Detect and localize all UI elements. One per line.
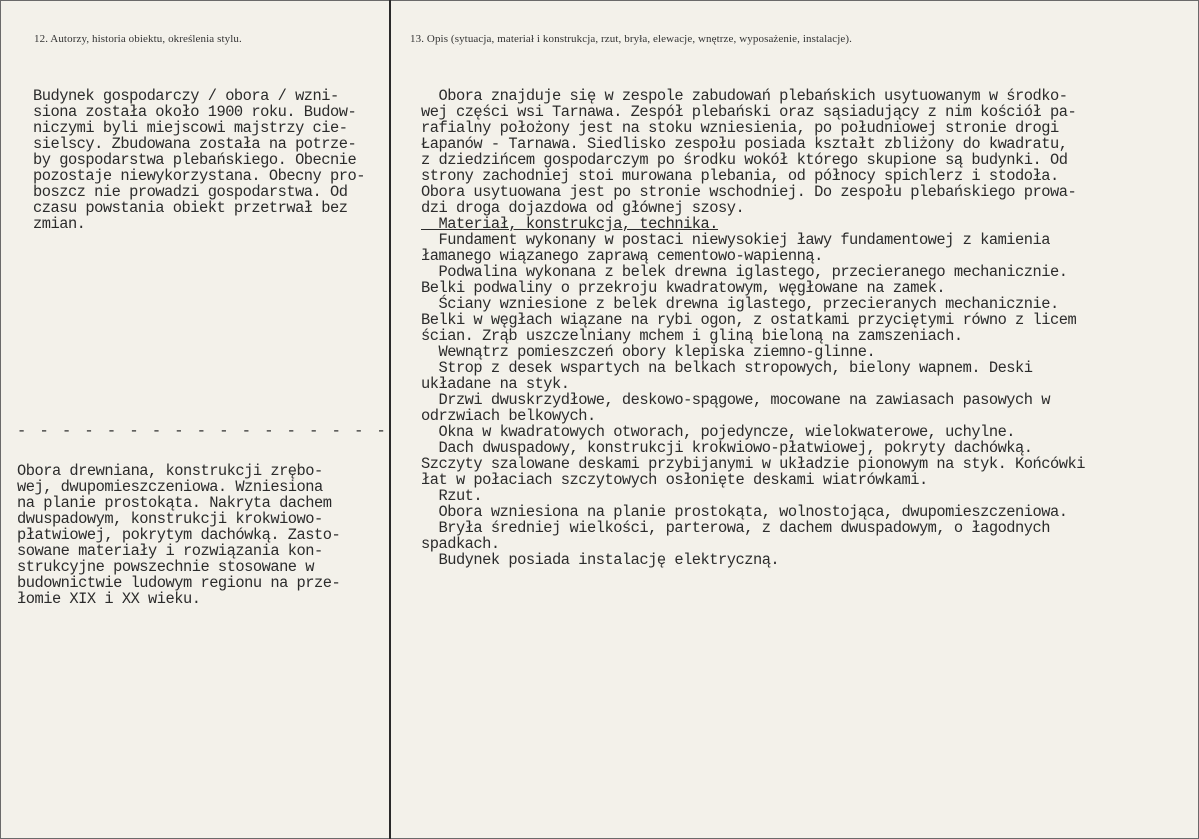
text-line: Budynek gospodarczy / obora / wzni- [33,87,339,105]
text-line: Okna w kwadratowych otworach, pojedyncze, wielokwaterowe, uchylne. [421,423,1016,441]
text-line: by gospodarstwa plebańskiego. Obecnie [33,151,357,169]
text-line: rafialny położony jest na stoku wzniesienia, po południowej stronie drogi [421,119,1059,137]
text-line: Belki podwaliny o przekroju kwadratowym, węgłowane na zamek. [421,279,946,297]
text-line: wej części wsi Tarnawa. Zespół plebański oraz sąsiadujący z nim kościół pa- [421,103,1077,121]
text-line: Szczyty szalowane deskami przybijanymi w układzie pionowym na styk. Końcówki [421,455,1085,473]
text-line: Podwalina wykonana z belek drewna iglastego, przecieranego mechanicznie. [421,263,1068,281]
text-line: dzi droga dojazdowa od głównej szosy. [421,199,745,217]
text-line: Drzwi dwuskrzydłowe, deskowo-spągowe, mocowane na zawiasach pasowych w [421,391,1050,409]
text-line: Obora drewniana, konstrukcji zrębo- [17,462,323,480]
text-line: sielscy. Zbudowana została na potrze- [33,135,357,153]
authors-history-text [33,88,365,232]
text-line: Materiał, konstrukcja, technika. [421,215,719,233]
text-line: łomie XIX i XX wieku. [17,590,201,608]
text-line: Strop z desek wspartych na belkach stropowych, bielony wapnem. Deski [421,359,1033,377]
text-line: Dach dwuspadowy, konstrukcji krokwiowo-płatwiowej, pokryty dachówką. [421,439,1033,457]
text-line: na planie prostokąta. Nakryta dachem [17,494,332,512]
text-line: Obora znajduje się w zespole zabudowań plebańskich usytuowanym w środko- [421,87,1068,105]
text-line: Belki w węgłach wiązane na rybi ogon, z ostatkami przyciętymi równo z licem [421,311,1077,329]
text-line: łat w połaciach szczytowych osłonięte deskami wiatrówkami. [421,471,928,489]
text-line: płatwiowej, pokrytym dachówką. Zasto- [17,526,341,544]
text-line: strukcyjne powszechnie stosowane w [17,558,315,576]
text-line: niczymi byli miejscowi majstrzy cie- [33,119,348,137]
text-line: pozostaje niewykorzystana. Obecny pro- [33,167,365,185]
text-line: odrzwiach belkowych. [421,407,596,425]
text-line: spadkach. [421,535,500,553]
dashed-separator: - - - - - - - - - - - - - - - - - [17,422,388,440]
text-line: sowane materiały i rozwiązania kon- [17,542,323,560]
text-line: Łapanów - Tarnawa. Siedlisko zespołu posiada kształt zbliżony do kwadratu, [421,135,1068,153]
text-line: dwuspadowym, konstrukcji krokwiowo- [17,510,323,528]
text-line: z dziedzińcem gospodarczym po środku wokół którego skupione są budynki. Od [421,151,1068,169]
text-line: Bryła średniej wielkości, parterowa, z dachem dwuspadowym, o łagodnych [421,519,1050,537]
text-line: Fundament wykonany w postaci niewysokiej ławy fundamentowej z kamienia [421,231,1050,249]
column-divider [389,0,391,839]
text-line: zmian. [33,215,86,233]
text-line: Ściany wzniesione z belek drewna iglastego, przecieranych mechanicznie. [421,295,1059,313]
text-line: boszcz nie prowadzi gospodarstwa. Od [33,183,348,201]
text-line: Rzut. [421,487,483,505]
text-line: wej, dwupomieszczeniowa. Wzniesiona [17,478,323,496]
text-line: budownictwie ludowym regionu na prze- [17,574,341,592]
left-column-header: 12. Autorzy, historia obiektu, określenia stylu. [34,33,242,45]
text-line: Obora usytuowana jest po stronie wschodniej. Do zespołu plebańskiego prowa- [421,183,1077,201]
text-line: siona została około 1900 roku. Budow- [33,103,357,121]
description-text [421,88,1085,568]
text-line: Budynek posiada instalację elektryczną. [421,551,780,569]
text-line: czasu powstania obiekt przetrwał bez [33,199,348,217]
text-line: łamanego wiązanego zaprawą cementowo-wapienną. [421,247,823,265]
text-line: ścian. Zrąb uszczelniany mchem i gliną bieloną na zamszeniach. [421,327,963,345]
text-line: Obora wzniesiona na planie prostokąta, wolnostojąca, dwupomieszczeniowa. [421,503,1068,521]
style-summary-text [17,463,340,607]
text-line: układane na styk. [421,375,570,393]
right-column-header: 13. Opis (sytuacja, materiał i konstrukcja, rzut, bryła, elewacje, wnętrze, wyposażenie, instalacje). [410,33,852,45]
text-line: Wewnątrz pomieszczeń obory klepiska ziemno-glinne. [421,343,876,361]
text-line: strony zachodniej stoi murowana plebania, od północy spichlerz i stodoła. [421,167,1059,185]
